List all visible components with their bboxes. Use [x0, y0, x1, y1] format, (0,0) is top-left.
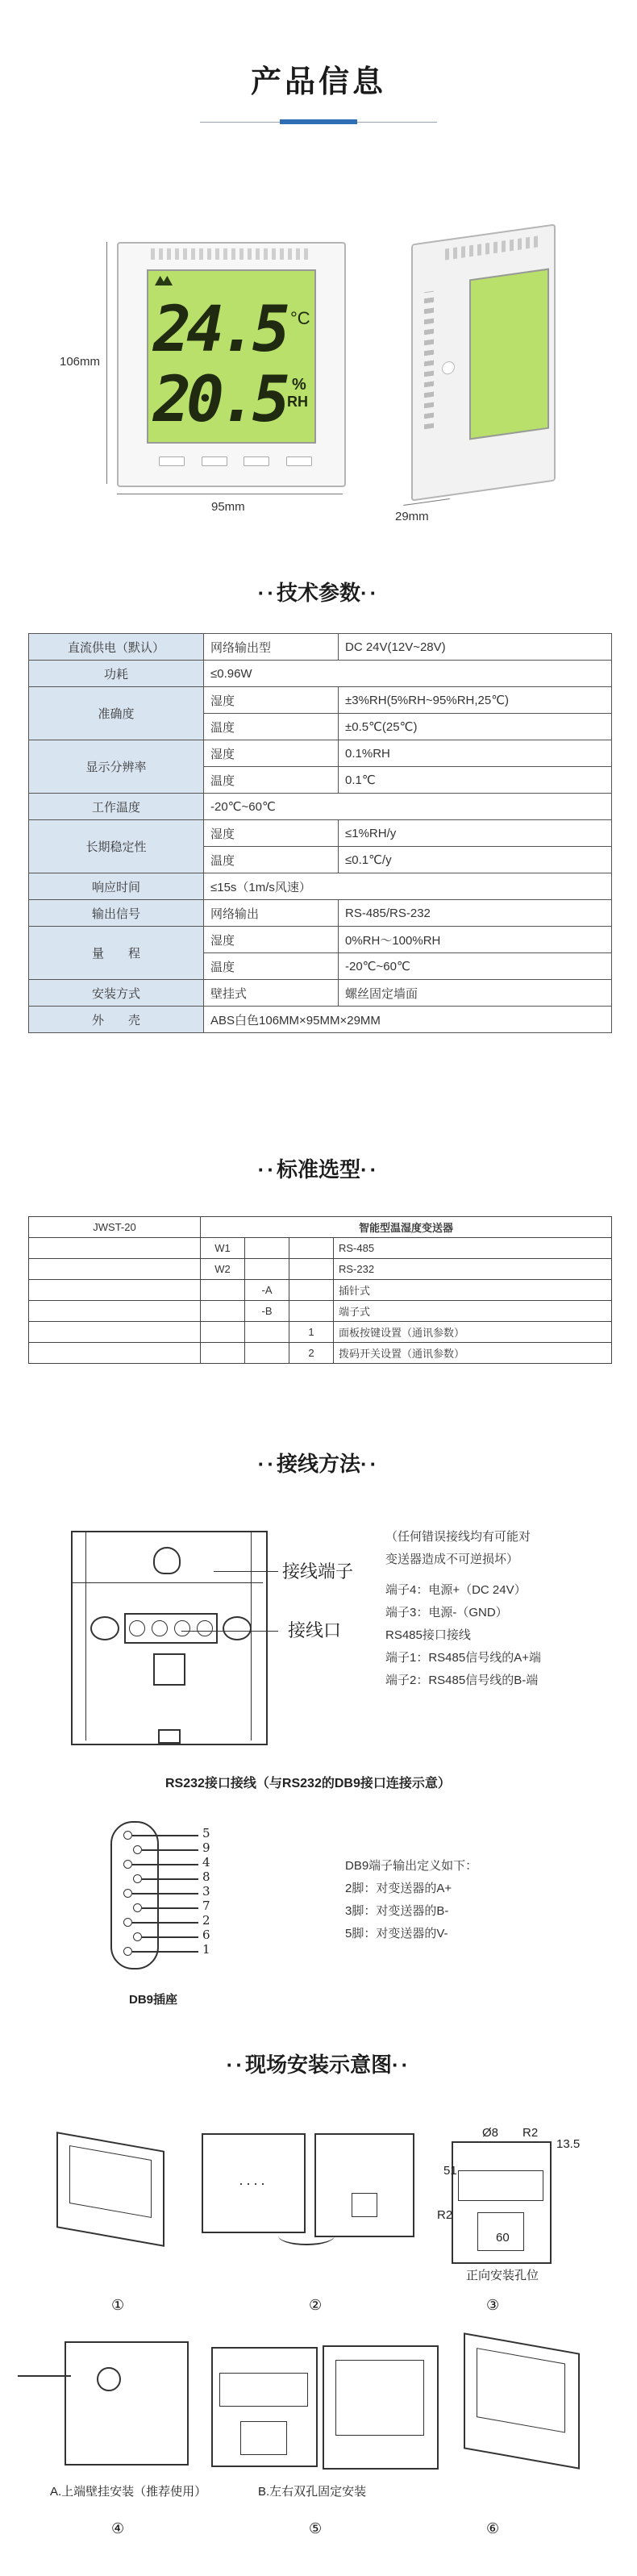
spec-row — [29, 661, 612, 687]
wiring-notes — [385, 1526, 541, 1692]
spec-row — [29, 634, 612, 661]
selection-spacer — [29, 1343, 201, 1364]
caption-5: B.左右双孔固定安装 — [258, 2485, 367, 2499]
db9-pin-line — [132, 1864, 198, 1865]
spec-value: 温度 — [204, 767, 339, 794]
selection-code — [245, 1259, 289, 1280]
db9-note-line: 5脚：对变送器的V- — [345, 1927, 448, 1940]
db9-pin-number: 8 — [202, 1869, 210, 1884]
step-num-1: ① — [111, 2297, 125, 2313]
selection-desc: 端子式 — [334, 1301, 612, 1322]
selection-spacer — [29, 1259, 201, 1280]
step-num-3: ③ — [486, 2297, 500, 2313]
selection-code — [289, 1301, 334, 1322]
note-line: （任何错误接线均有可能对 — [385, 1530, 531, 1544]
dim-label: R2 — [523, 2126, 539, 2140]
spec-value: -20℃~60℃ — [204, 794, 612, 820]
db9-label: DB9插座 — [129, 1993, 178, 2007]
selection-code — [289, 1280, 334, 1301]
db9-pin-line — [132, 1893, 198, 1894]
header-accent-bar — [280, 119, 357, 124]
spec-row — [29, 820, 612, 847]
db9-pin-dot — [133, 1874, 142, 1883]
spec-value: 温度 — [204, 714, 339, 740]
db9-pin-number: 1 — [202, 1942, 210, 1957]
selection-code — [245, 1238, 289, 1259]
step3-terminal — [458, 2170, 543, 2201]
db9-pin-line — [142, 1907, 198, 1909]
side-vents-top — [445, 236, 542, 261]
label-port: 接线口 — [288, 1621, 342, 1641]
spec-value: 湿度 — [204, 687, 339, 714]
lcd-hum-unit-rh: RH — [287, 394, 308, 410]
mount-hole-right — [223, 1616, 252, 1640]
db9-notes — [345, 1855, 477, 1945]
selection-row — [29, 1280, 612, 1301]
caption-4: A.上端壁挂安装（推荐使用） — [50, 2485, 207, 2499]
dim-label: 51 — [443, 2164, 457, 2178]
selection-desc: 插针式 — [334, 1280, 612, 1301]
model-cell: JWST-20 — [29, 1217, 201, 1238]
note-line: 端子4：电源+（DC 24V） — [385, 1583, 527, 1597]
spec-value: 湿度 — [204, 927, 339, 953]
selection-code — [289, 1259, 334, 1280]
dim-width-label: 95mm — [211, 500, 245, 514]
dim-label: 60 — [496, 2231, 510, 2245]
panel-clip — [158, 1729, 181, 1744]
dim-label: R2 — [437, 2208, 453, 2222]
lcd-temperature: 24.5 — [153, 294, 285, 366]
leader-terminal — [214, 1571, 278, 1572]
db9-note-line: DB9端子输出定义如下： — [345, 1859, 478, 1873]
lcd-hum-unit: % — [292, 376, 306, 394]
spec-row — [29, 873, 612, 900]
selection-title: ··标准选型·· — [257, 1157, 380, 1182]
spec-value: ±0.5℃(25℃) — [339, 714, 612, 740]
step4-hole — [97, 2367, 121, 2391]
spec-value: 0.1℃ — [339, 767, 612, 794]
spec-value: DC 24V(12V~28V) — [339, 634, 612, 661]
db9-pin-number: 4 — [202, 1855, 210, 1869]
spec-value: ≤1%RH/y — [339, 820, 612, 847]
install-title: ··现场安装示意图·· — [226, 2053, 411, 2077]
install-step5-front — [323, 2345, 439, 2470]
selection-code — [245, 1343, 289, 1364]
spec-value: 螺丝固定墙面 — [339, 980, 612, 1007]
panel-button[interactable] — [244, 456, 269, 466]
hanging-hole-icon — [153, 1547, 181, 1574]
db9-pin-line — [142, 1936, 198, 1938]
spec-value: ≤0.1℃/y — [339, 847, 612, 873]
selection-code: W2 — [201, 1259, 245, 1280]
spec-value: 温度 — [204, 847, 339, 873]
dim-depth-label: 29mm — [395, 510, 429, 523]
step-num-5: ⑤ — [309, 2520, 323, 2536]
spec-value: 0%RH～100%RH — [339, 927, 612, 953]
spec-key: 外 壳 — [29, 1007, 204, 1033]
device-front — [117, 242, 346, 487]
spec-key: 显示分辨率 — [29, 740, 204, 794]
step1-screen — [69, 2145, 152, 2218]
spec-value: 网络输出型 — [204, 634, 339, 661]
selection-code — [201, 1322, 245, 1343]
selection-code: 2 — [289, 1343, 334, 1364]
note-line: 端子1：RS485信号线的A+端 — [385, 1651, 541, 1665]
rs232-title: RS232接口接线（与RS232的DB9接口连接示意） — [165, 1777, 451, 1790]
label-terminal: 接线端子 — [282, 1562, 354, 1582]
spec-key: 长期稳定性 — [29, 820, 204, 873]
db9-pin-line — [132, 1835, 198, 1836]
spec-value: ≤0.96W — [204, 661, 612, 687]
db9-pin-dot — [123, 1947, 132, 1956]
db9-pin-dot — [133, 1903, 142, 1912]
spec-row — [29, 927, 612, 953]
lcd-screen — [147, 269, 316, 444]
spec-row — [29, 740, 612, 767]
spec-row — [29, 1007, 612, 1033]
dim-line-height — [106, 242, 107, 484]
db9-pin-line — [132, 1922, 198, 1924]
spec-title: ··技术参数·· — [257, 581, 380, 605]
spec-row — [29, 794, 612, 820]
db9-connector — [101, 1821, 222, 1982]
db9-pin-dot — [123, 1831, 132, 1840]
lcd-temp-unit: °C — [290, 308, 310, 328]
spec-key: 工作温度 — [29, 794, 204, 820]
selection-row — [29, 1343, 612, 1364]
selection-desc: RS-485 — [334, 1238, 612, 1259]
caption-3: 正向安装孔位 — [466, 2269, 539, 2282]
db9-note-line: 3脚：对变送器的B- — [345, 1904, 449, 1918]
selection-code — [201, 1343, 245, 1364]
install-step2-base — [314, 2133, 414, 2237]
vent-slots — [151, 248, 312, 260]
spec-value: ABS白色106MM×95MM×29MM — [204, 1007, 612, 1033]
step-num-6: ⑥ — [486, 2520, 500, 2536]
db9-pin-number: 7 — [202, 1899, 210, 1913]
spec-value: ±3%RH(5%RH~95%RH,25℃) — [339, 687, 612, 714]
rotate-arrow-icon — [278, 2226, 335, 2245]
db9-pin-number: 2 — [202, 1913, 210, 1928]
spec-table — [28, 633, 612, 1033]
selection-desc: 面板按键设置（通讯参数） — [334, 1322, 612, 1343]
lcd-humidity: 20.5 — [153, 364, 285, 436]
selection-spacer — [29, 1301, 201, 1322]
panel-button[interactable] — [202, 456, 227, 466]
spec-row — [29, 900, 612, 927]
logo-icon — [155, 276, 173, 286]
device-side — [411, 223, 556, 501]
install-step5-base — [211, 2347, 318, 2467]
step5-screen — [335, 2360, 424, 2436]
selection-desc: 拨码开关设置（通讯参数） — [334, 1343, 612, 1364]
dim-line-depth — [403, 498, 450, 506]
db9-pin-line — [132, 1951, 198, 1953]
spec-key: 安装方式 — [29, 980, 204, 1007]
db9-pin-dot — [123, 1889, 132, 1898]
selection-code: -A — [245, 1280, 289, 1301]
install-step4-drawing — [65, 2341, 189, 2466]
back-panel-diagram — [71, 1531, 268, 1745]
spec-key: 直流供电（默认） — [29, 634, 204, 661]
cable-port — [153, 1653, 185, 1686]
spec-value: 湿度 — [204, 740, 339, 767]
page-title: 产品信息 — [250, 65, 386, 99]
selection-row — [29, 1322, 612, 1343]
model-desc: 智能型温湿度变送器 — [201, 1217, 612, 1238]
terminal-block — [124, 1613, 218, 1644]
db9-pin-dot — [133, 1845, 142, 1854]
panel-button[interactable] — [286, 456, 312, 466]
spec-value: -20℃~60℃ — [339, 953, 612, 980]
db9-pin-number: 6 — [202, 1928, 210, 1942]
step5-port — [240, 2421, 287, 2455]
dim-height-label: 106mm — [60, 355, 101, 369]
selection-code — [289, 1238, 334, 1259]
install-step1-drawing — [56, 2132, 164, 2247]
spec-value: 0.1%RH — [339, 740, 612, 767]
panel-button[interactable] — [159, 456, 185, 466]
side-lcd — [469, 269, 549, 440]
spec-value: 温度 — [204, 953, 339, 980]
step6-screen — [477, 2348, 565, 2432]
selection-spacer — [29, 1322, 201, 1343]
note-line: 端子3：电源-（GND） — [385, 1606, 508, 1619]
selection-row — [29, 1259, 612, 1280]
db9-pin-line — [142, 1849, 198, 1851]
step-num-2: ② — [309, 2297, 323, 2313]
selection-desc: RS-232 — [334, 1259, 612, 1280]
step5-terminal — [219, 2373, 308, 2407]
side-vents — [424, 291, 434, 430]
mount-hole-left — [90, 1616, 119, 1640]
panel-divider — [73, 1582, 263, 1583]
spec-value: 湿度 — [204, 820, 339, 847]
step2-port — [352, 2193, 377, 2217]
leader-port — [181, 1631, 278, 1632]
spec-value: RS-485/RS-232 — [339, 900, 612, 927]
note-line: 端子2：RS485信号线的B-端 — [385, 1674, 539, 1687]
screw-icon — [18, 2375, 71, 2377]
selection-code — [245, 1322, 289, 1343]
db9-pin-line — [142, 1878, 198, 1880]
install-step3-drawing — [452, 2141, 552, 2264]
db9-pin — [101, 1944, 222, 1958]
spec-value: ≤15s（1m/s风速） — [204, 873, 612, 900]
button-row — [159, 456, 312, 466]
step-num-4: ④ — [111, 2520, 125, 2536]
spec-key: 响应时间 — [29, 873, 204, 900]
db9-pin-dot — [133, 1932, 142, 1941]
db9-pin-number: 3 — [202, 1884, 210, 1899]
install-step2-back — [202, 2133, 306, 2233]
side-hole — [442, 361, 455, 375]
selection-code — [201, 1301, 245, 1322]
note-line: RS485接口接线 — [385, 1628, 471, 1642]
spec-key: 功耗 — [29, 661, 204, 687]
selection-code — [201, 1280, 245, 1301]
spec-row — [29, 687, 612, 714]
db9-pin-number: 5 — [202, 1826, 210, 1840]
selection-row — [29, 1238, 612, 1259]
selection-row — [29, 1301, 612, 1322]
selection-spacer — [29, 1238, 201, 1259]
dim-label: 13.5 — [556, 2137, 581, 2151]
spec-key: 输出信号 — [29, 900, 204, 927]
spec-key: 量 程 — [29, 927, 204, 980]
db9-pin-number: 9 — [202, 1840, 210, 1855]
spec-value: 网络输出 — [204, 900, 339, 927]
selection-code: -B — [245, 1301, 289, 1322]
step2-dots: ···· — [239, 2175, 268, 2191]
db9-note-line: 2脚：对变送器的A+ — [345, 1882, 452, 1895]
db9-pin-dot — [123, 1918, 132, 1927]
dim-label: Ø8 — [482, 2126, 499, 2140]
spec-key: 准确度 — [29, 687, 204, 740]
install-step6-drawing — [464, 2332, 580, 2469]
spec-row — [29, 980, 612, 1007]
note-line: 变送器造成不可逆损坏） — [385, 1553, 519, 1566]
db9-pin-dot — [123, 1860, 132, 1869]
selection-spacer — [29, 1280, 201, 1301]
spec-value: 壁挂式 — [204, 980, 339, 1007]
selection-code: 1 — [289, 1322, 334, 1343]
selection-code: W1 — [201, 1238, 245, 1259]
selection-table — [28, 1216, 612, 1364]
wiring-title: ··接线方法·· — [257, 1452, 380, 1476]
